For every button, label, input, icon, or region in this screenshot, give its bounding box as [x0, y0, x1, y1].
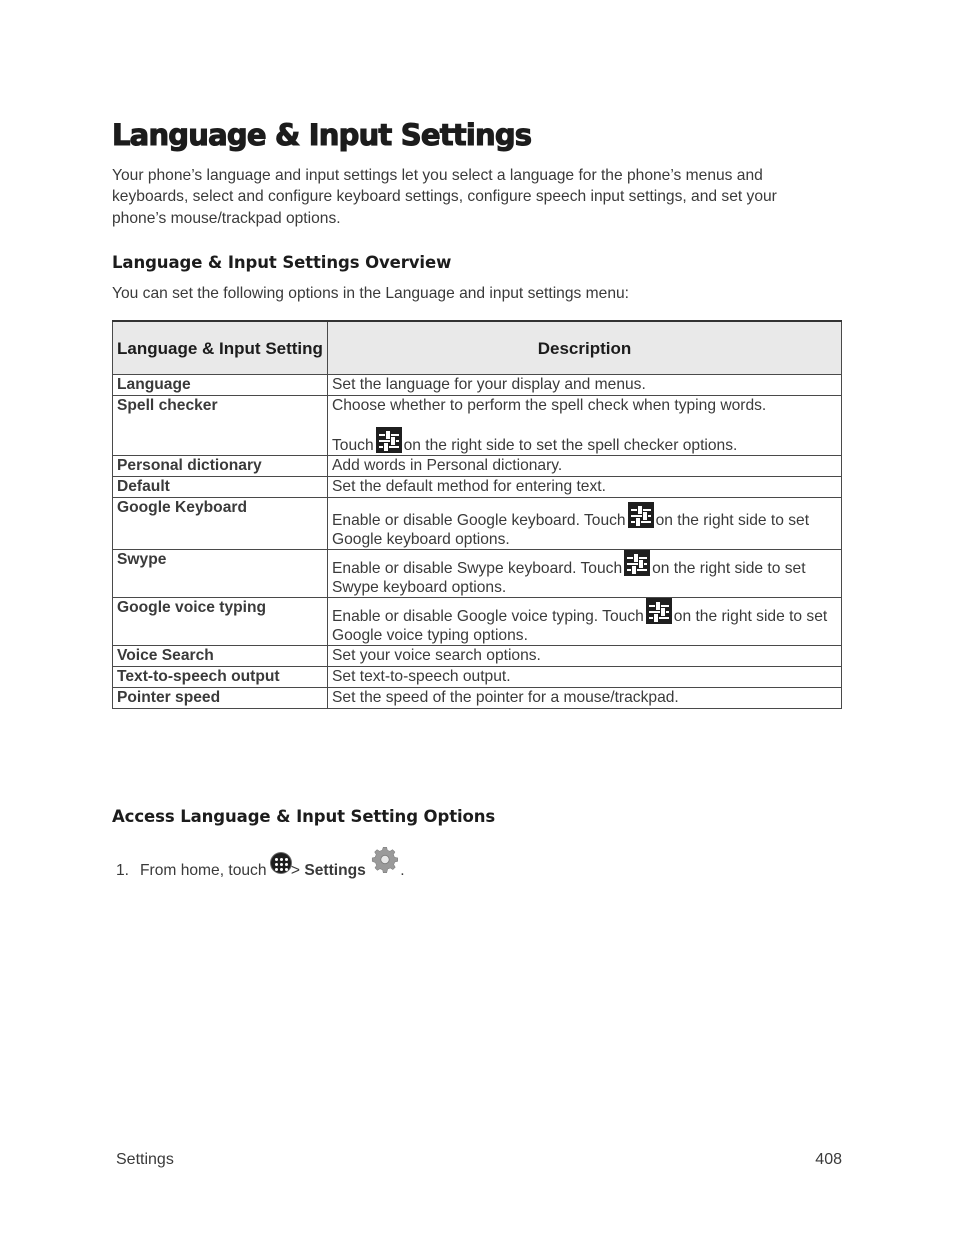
footer-section: Settings [116, 1151, 174, 1168]
setting-name: Swype [113, 550, 328, 598]
table-row [113, 375, 842, 396]
settings-sliders-icon [376, 427, 402, 453]
description-text: Enable or disable Swype keyboard. Touch [332, 560, 623, 577]
page-title: Language & Input Settings [112, 118, 532, 152]
description-text: Touch [332, 437, 374, 454]
table-row [113, 396, 842, 456]
setting-description [328, 477, 842, 498]
setting-description [328, 456, 842, 477]
table-header-row [113, 321, 842, 375]
setting-description [328, 667, 842, 688]
setting-description [328, 688, 842, 709]
setting-name: Default [113, 477, 328, 498]
settings-sliders-icon [628, 502, 654, 528]
setting-name: Pointer speed [113, 688, 328, 709]
table-row [113, 598, 842, 646]
access-heading: Access Language & Input Setting Options [112, 807, 496, 826]
setting-description [328, 646, 842, 667]
description-text: Set the default method for entering text. [332, 478, 606, 495]
table-row [113, 646, 842, 667]
description-text: Choose whether to perform the spell check when typing words. [332, 397, 767, 414]
settings-table [112, 320, 842, 709]
description-text: on the right side to set Google keyboard options. [332, 512, 810, 548]
overview-intro-text: You can set the following options in the Language and input settings menu: [112, 285, 629, 302]
setting-name: Google Keyboard [113, 498, 328, 550]
intro-paragraph: Your phone’s language and input settings let you select a language for the phone’s menus and keyboards, select and configure keyboard settings, configure speech input settings, and set your phone’s mouse/trackpad options. [112, 167, 777, 227]
page-number: 408 [815, 1151, 842, 1168]
description-text: Set your voice search options. [332, 647, 541, 664]
settings-sliders-icon [624, 550, 650, 576]
settings-label: Settings [304, 862, 366, 879]
settings-sliders-icon [646, 598, 672, 624]
step-end: . [400, 862, 405, 879]
description-text: Set the language for your display and menus. [332, 376, 646, 393]
setting-name: Text-to-speech output [113, 667, 328, 688]
setting-name: Voice Search [113, 646, 328, 667]
table-row [113, 550, 842, 598]
setting-description [328, 598, 842, 646]
table-row [113, 688, 842, 709]
setting-name: Language [113, 375, 328, 396]
setting-description [328, 498, 842, 550]
description-text: Set text-to-speech output. [332, 668, 511, 685]
description-text: Set the speed of the pointer for a mouse/trackpad. [332, 689, 679, 706]
description-text: Enable or disable Google keyboard. Touch [332, 512, 626, 529]
table-row [113, 498, 842, 550]
setting-name: Spell checker [113, 396, 328, 456]
table-row [113, 477, 842, 498]
table-row [113, 667, 842, 688]
setting-description [328, 550, 842, 598]
setting-description [328, 375, 842, 396]
description-text: Add words in Personal dictionary. [332, 457, 563, 474]
settings-gear-icon [370, 845, 400, 875]
header-description: Description [328, 321, 842, 375]
step-number: 1. [116, 862, 130, 879]
overview-heading: Language & Input Settings Overview [112, 253, 452, 272]
list-item [116, 845, 405, 880]
setting-description [328, 396, 842, 456]
table-row [113, 456, 842, 477]
description-text: on the right side to set Swype keyboard options. [332, 560, 806, 596]
step-separator: > [290, 862, 300, 879]
description-text: Enable or disable Google voice typing. Touch [332, 608, 644, 625]
step-text: From home, touch [140, 862, 267, 879]
setting-name: Google voice typing [113, 598, 328, 646]
apps-icon [271, 853, 291, 873]
description-text: on the right side to set Google voice typing options. [332, 608, 828, 644]
description-text: on the right side to set the spell checker options. [403, 437, 738, 454]
setting-name: Personal dictionary [113, 456, 328, 477]
header-setting: Language & Input Setting [113, 321, 328, 375]
